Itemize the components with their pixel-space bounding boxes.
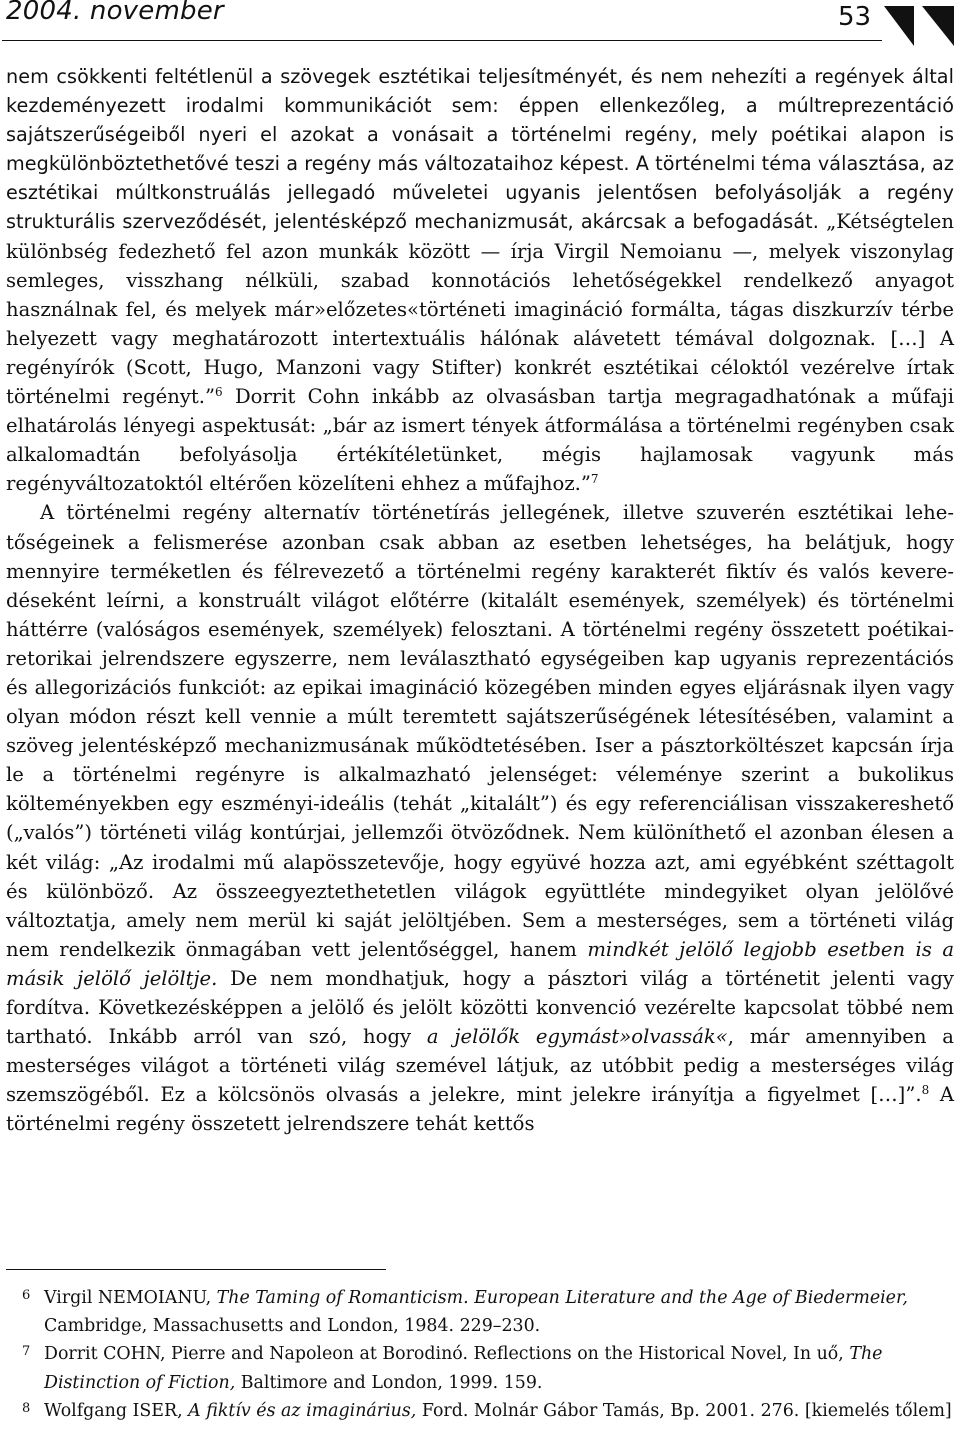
footnote-text: Cambridge, Massachusetts and London, 1984. 229–230.: [44, 1316, 541, 1337]
text-span: , már amennyiben a mesterséges világot a történeti világ szemével látjuk, az utóbbit pedig a mesterséges világ szemszögéből. Ez a kölcsönös olvasás a jelekre, mint jelekre irányítja a figyelmet […]”.: [6, 1025, 954, 1107]
emphasis-span: mindkét jelölő legjobb esetben is a másik jelölő jelöltje.: [6, 937, 955, 990]
footnote-number: 6: [22, 1288, 31, 1303]
emphasis-span: a jelölők egymást»olvassák«: [426, 1025, 728, 1049]
page-header: [0, 0, 960, 46]
text-span: A történelmi téma választása, az esztétikai múltkonstruálás jellegadó műveletei ugyanis jelentősen befolyásolják a regény strukturális szerveződését, jelentésképző mechanizmusát, akárcsak a befogadását.: [6, 152, 954, 234]
footnote-title: The Distinction of Fiction,: [44, 1344, 883, 1393]
footnote-8: [6, 1397, 954, 1425]
footnote-title: The Taming of Romanticism. European Literature and the Age of Biedermeier,: [216, 1288, 908, 1308]
header-rule: [2, 40, 882, 41]
text-span: De nem mondhatjuk, hogy a pásztori világ a történetit jelenti vagy fordítva. Következésképpen a jelölő és jelölt közötti konvenció vezérelte kapcsolat többé nem tartható. Inkább arról van szó, hogy: [6, 966, 954, 1049]
main-text: [6, 62, 954, 1138]
footnote-ref-8[interactable]: 8: [921, 1083, 930, 1098]
footnote-text: Virgil NEMOIANU,: [44, 1288, 217, 1308]
footnote-text: Wolfgang ISER,: [44, 1400, 189, 1421]
text-span: A történelmi regény összetett jelrendszere tehát kettős: [6, 1083, 954, 1136]
footnote-rule: [6, 1269, 386, 1270]
text-span: A történelmi regény alternatív történetírás jellegének, illetve szuverén esztétikai lehetőségeinek a felismerése azonban csak abban az esetben lehetséges, ha belátjuk, hogy mennyire terméketlen és félrevezető a történelmi regény karakterét fiktív és valós keveredéseként leírni, a konstruált világot előtérre (kitalált események, személyek) és történelmi háttérre (valóságos események, személyek) felosztani. A történelmi regény összetett poétikai-retorikai jelrendszere egyszerre, nem leválasztható egységeiben kap ugyanis reprezentációs és allegorizációs funkciót: az epikai imagináció közegében minden egyes eljárásnak ilyen vagy olyan módon részt kell vennie a múlt teremtett sajátszerűségének létesítésében, valamint a szöveg jelentésképző mechanizmusának működtetésében. Iser a pásztorköltészet kapcsán írja le a történelmi regényre is alkalmazható jelenséget: véleménye szerint a bukolikus költeményekben egy eszményi-ideális (tehát „kitalált”) és egy referenciálisan visszakereshető („valós”) történeti világ kontúrjai, jellemzői ötvöződnek. Nem különíthető el azonban élesen a két világ: „Az irodalmi mű alapösszetevője, hogy együvé hozza azt, ami egyébként széttagolt és különböző. Az összeegyeztethetetlen világok együttléte mindegyiket olyan jelölővé változtatja, amely nem merül ki saját jelöltjében. Sem a mesterséges, sem a történeti világ nem rendelkezik önmagában vett jelentőséggel, hanem: [6, 501, 954, 961]
footnote-7: [6, 1340, 954, 1396]
running-header-title: 2004. november: [6, 0, 224, 26]
footnote-title: A fiktív és az imaginárius,: [188, 1400, 417, 1421]
footnote-text: Dorrit COHN, Pierre and Napoleon at Borodinó. Reflections on the Historical Novel, In uő,: [44, 1344, 850, 1365]
footnotes: [6, 1284, 954, 1425]
page-number: 53: [838, 2, 872, 32]
journal-logo-icon: [884, 4, 956, 48]
text-span: Dorrit Cohn inkább az olvasásban tartja megragadhatónak a műfaji elhatárolás lényegi aspektusát: „bár az ismert tények átformálása a történelmi regényben csak alkalomadtán befolyásolja értékítéletünket, mégis hajlamosak vagyunk más regényváltozatoktól eltérően közelíteni ehhez a műfajhoz.”: [6, 385, 954, 496]
quote-span: „Kétségtelen különbség fedezhető fel azon munkák között — írja Virgil Nemoianu —, melyek viszonylag semleges, visszhang nélküli, szabad konnotációs lehetőségekkel rendelkező anyagot használnak fel, és melyek már»előzetes«történeti imagináció formálta, tágas diszkurzív térbe helyezett vagy meghatározott intertextuális hálónak alávetett témával dolgoznak. […] A regényírók (Scott, Hugo, Manzoni vagy Stifter) konkrét esztétikai céloktól vezérelve írtak történelmi regényt.”: [6, 210, 954, 409]
text-span: nem csökkenti feltétlenül a szövegek esztétikai teljesítményét, és nem nehezíti a regények által kezdeményezett irodalmi kommunikációt sem: éppen ellenkezőleg, a múltreprezentáció sajátszerűségeiből nyeri el azokat a vonásait a történelmi regény, mely poétikai alapon is megkülönböztethetővé teszi a regény más változataihoz képest.: [6, 65, 954, 176]
footnote-text: Ford. Molnár Gábor Tamás, Bp. 2001. 276. [kiemelés tőlem]: [416, 1400, 952, 1421]
paragraph-1: [6, 62, 954, 498]
footnote-text: Baltimore and London, 1999. 159.: [235, 1372, 543, 1393]
footnote-number: 7: [22, 1344, 31, 1360]
footnote-6: [6, 1284, 954, 1340]
paragraph-2: [6, 498, 954, 1138]
footnote-ref-7[interactable]: 7: [590, 472, 599, 487]
footnote-number: 8: [22, 1400, 31, 1416]
footnote-ref-6[interactable]: 6: [215, 385, 223, 400]
